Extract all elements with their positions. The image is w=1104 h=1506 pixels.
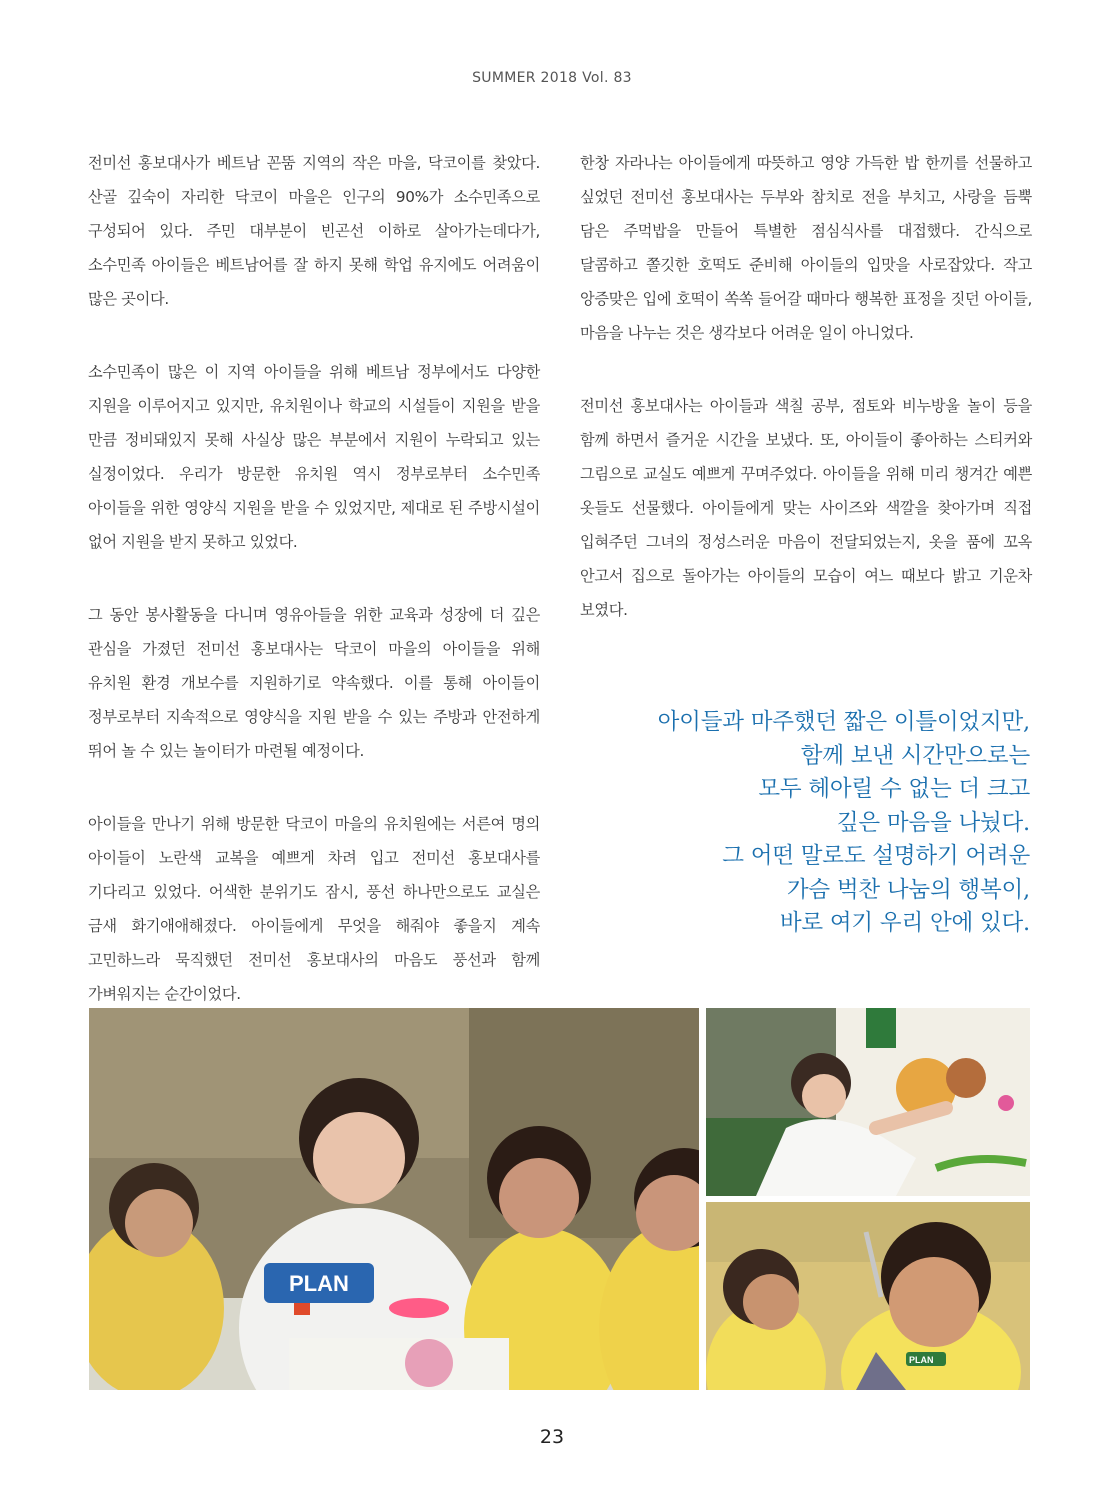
issue-header: SUMMER 2018 Vol. 83 <box>472 70 632 86</box>
photo-wall-decorating <box>706 1008 1030 1196</box>
photo-classroom-clay <box>89 1008 699 1390</box>
pull-quote-line: 그 어떤 말로도 설명하기 어려운 <box>722 843 1030 869</box>
body-paragraph: 그 동안 봉사활동을 다니며 영유아들을 위한 교육과 성장에 더 깊은 관심을 가졌던 전미선 홍보대사는 닥코이 마을의 아이들을 위해 유치원 환경 개보수를 지원하기로 약속했다. 이를 통해 아이들이 정부로부터 지속적으로 영양식을 지원 받을 수 있는 주방과 안전하게 뛰어 놀 수 있는 놀이터가 마련될 예정이다. <box>88 606 540 760</box>
shirt-plan-logo: PLAN <box>909 1355 934 1365</box>
photo-boy-eating <box>706 1202 1030 1390</box>
pull-quote <box>580 706 1030 941</box>
body-paragraph: 아이들을 만나기 위해 방문한 닥코이 마을의 유치원에는 서른여 명의 아이들이 노란색 교복을 예쁘게 차려 입고 전미선 홍보대사를 기다리고 있었다. 어색한 분위기도 잠시, 풍선 하나만으로도 교실은 금새 화기애애해졌다. 아이들에게 무엇을 해줘야 좋을지 계속 고민하느라 묵직했던 전미선 홍보대사의 마음도 풍선과 함께 가벼워지는 순간이었다. <box>88 815 540 1003</box>
pull-quote-line: 함께 보낸 시간만으로는 <box>800 742 1030 769</box>
right-column <box>580 146 1032 666</box>
pull-quote-line: 가슴 벅찬 나눔의 행복이, <box>786 876 1030 903</box>
pull-quote-line: 바로 여기 우리 안에 있다. <box>779 910 1030 936</box>
pull-quote-line: 모두 헤아릴 수 없는 더 크고 <box>758 776 1030 802</box>
pull-quote-line: 아이들과 마주했던 짧은 이틀이었지만, <box>657 709 1030 735</box>
plan-logo-text: PLAN <box>289 1271 349 1296</box>
page-number: 23 <box>539 1426 565 1448</box>
body-paragraph: 전미선 홍보대사는 아이들과 색칠 공부, 점토와 비누방울 놀이 등을 함께 하면서 즐거운 시간을 보냈다. 또, 아이들이 좋아하는 스티커와 그림으로 교실도 예쁘게 꾸며주었다. 아이들을 위해 미리 챙겨간 예쁜 옷들도 선물했다. 아이들에게 맞는 사이즈와 색깔을 찾아가며 직접 입혀주던 그녀의 정성스러운 마음이 전달되었는지, 옷을 품에 꼬옥 안고서 집으로 돌아가는 아이들의 모습이 여느 때보다 밝고 기운차 보였다. <box>580 397 1032 619</box>
body-paragraph: 한창 자라나는 아이들에게 따뜻하고 영양 가득한 밥 한끼를 선물하고 싶었던 전미선 홍보대사는 두부와 참치로 전을 부치고, 사랑을 듬뿍 담은 주먹밥을 만들어 특별한 점심식사를 대접했다. 간식으로 달콤하고 쫄깃한 호떡도 준비해 아이들의 입맛을 사로잡았다. 작고 앙증맞은 입에 호떡이 쏙쏙 들어갈 때마다 행복한 표정을 짓던 아이들, 마음을 나누는 것은 생각보다 어려운 일이 아니었다. <box>580 154 1032 342</box>
body-paragraph: 소수민족이 많은 이 지역 아이들을 위해 베트남 정부에서도 다양한 지원을 이루어지고 있지만, 유치원이나 학교의 시설들이 지원을 받을 만큼 정비돼있지 못해 사실상 많은 부분에서 지원이 누락되고 있는 실정이었다. 우리가 방문한 유치원 역시 정부로부터 소수민족 아이들을 위한 영양식 지원을 받을 수 있었지만, 제대로 된 주방시설이 없어 지원을 받지 못하고 있었다. <box>88 363 540 551</box>
body-paragraph: 전미선 홍보대사가 베트남 꼰뚬 지역의 작은 마을, 닥코이를 찾았다. 산골 깊숙이 자리한 닥코이 마을은 인구의 90%가 소수민족으로 구성되어 있다. 주민 대부분이 빈곤선 이하로 살아가는데다가, 소수민족 아이들은 베트남어를 잘 하지 못해 학업 유지에도 어려움이 많은 곳이다. <box>88 154 540 308</box>
left-column <box>88 146 540 1050</box>
pull-quote-line: 깊은 마음을 나눴다. <box>836 809 1030 836</box>
